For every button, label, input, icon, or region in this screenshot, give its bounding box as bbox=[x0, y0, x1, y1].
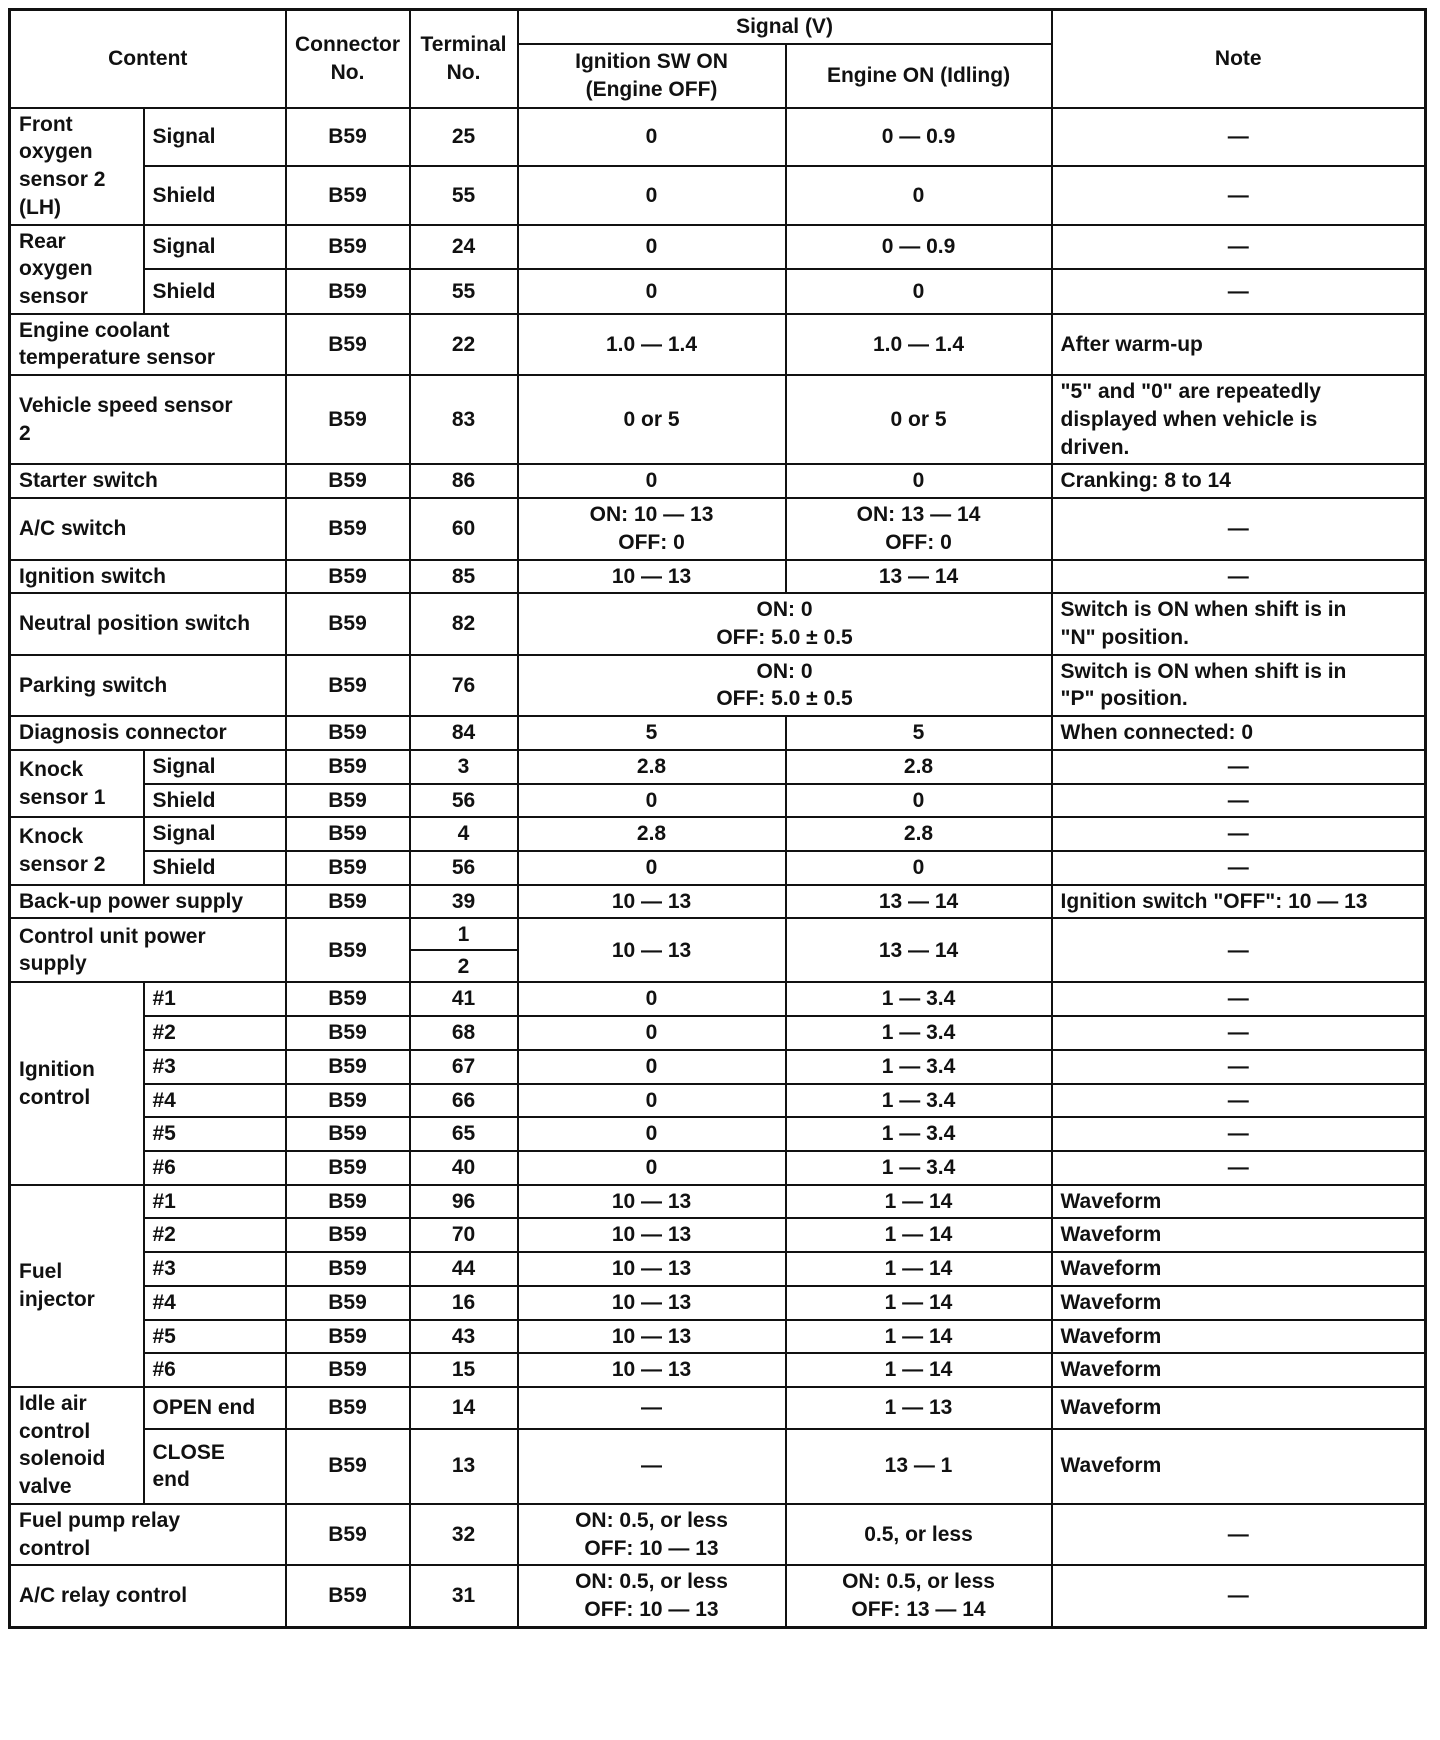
signal-engine-on: 5 bbox=[786, 716, 1052, 750]
connector-no: B59 bbox=[286, 750, 410, 784]
signal-engine-on: 1 — 14 bbox=[786, 1218, 1052, 1252]
row-sub-label: #4 bbox=[144, 1084, 286, 1118]
signal-engine-on: 0 bbox=[786, 784, 1052, 818]
signal-engine-on: 0 or 5 bbox=[786, 375, 1052, 464]
table-row bbox=[10, 269, 1426, 314]
row-group-label: Idle air control solenoid valve bbox=[10, 1387, 144, 1504]
signal-engine-on: 1.0 — 1.4 bbox=[786, 314, 1052, 375]
signal-engine-on: ON: 0.5, or less OFF: 13 — 14 bbox=[786, 1565, 1052, 1627]
header-content: Content bbox=[10, 10, 286, 108]
signal-ignition-on: 10 — 13 bbox=[518, 1185, 786, 1219]
row-label: Fuel pump relay control bbox=[10, 1504, 286, 1565]
terminal-no: 83 bbox=[410, 375, 518, 464]
note: — bbox=[1052, 1084, 1426, 1118]
row-sub-label: Signal bbox=[144, 225, 286, 270]
row-sub-label: #1 bbox=[144, 1185, 286, 1219]
connector-no: B59 bbox=[286, 225, 410, 270]
row-sub-label: Shield bbox=[144, 166, 286, 224]
terminal-no: 15 bbox=[410, 1353, 518, 1387]
row-label: Starter switch bbox=[10, 464, 286, 498]
note: Ignition switch "OFF": 10 — 13 bbox=[1052, 885, 1426, 919]
signal-ignition-on: 0 bbox=[518, 1151, 786, 1185]
note: — bbox=[1052, 498, 1426, 559]
table-row bbox=[10, 593, 1426, 654]
signal-engine-on: 2.8 bbox=[786, 750, 1052, 784]
header-signal: Signal (V) bbox=[518, 10, 1052, 44]
row-label: Neutral position switch bbox=[10, 593, 286, 654]
connector-no: B59 bbox=[286, 1353, 410, 1387]
note: — bbox=[1052, 560, 1426, 594]
connector-no: B59 bbox=[286, 885, 410, 919]
header-connector: Connector No. bbox=[286, 10, 410, 108]
signal-engine-on: ON: 13 — 14 OFF: 0 bbox=[786, 498, 1052, 559]
row-sub-label: #5 bbox=[144, 1320, 286, 1354]
connector-no: B59 bbox=[286, 1252, 410, 1286]
terminal-no: 22 bbox=[410, 314, 518, 375]
connector-no: B59 bbox=[286, 655, 410, 716]
connector-no: B59 bbox=[286, 375, 410, 464]
connector-no: B59 bbox=[286, 817, 410, 851]
note: Waveform bbox=[1052, 1387, 1426, 1429]
connector-no: B59 bbox=[286, 784, 410, 818]
terminal-no: 82 bbox=[410, 593, 518, 654]
row-sub-label: #1 bbox=[144, 982, 286, 1016]
signal-ignition-on: 1.0 — 1.4 bbox=[518, 314, 786, 375]
terminal-no: 4 bbox=[410, 817, 518, 851]
connector-no: B59 bbox=[286, 593, 410, 654]
table-row bbox=[10, 1286, 1426, 1320]
signal-engine-on: 1 — 3.4 bbox=[786, 1084, 1052, 1118]
signal-table bbox=[8, 8, 1427, 1629]
note: — bbox=[1052, 1016, 1426, 1050]
connector-no: B59 bbox=[286, 560, 410, 594]
row-sub-label: Signal bbox=[144, 108, 286, 166]
terminal-no: 66 bbox=[410, 1084, 518, 1118]
table-row bbox=[10, 1016, 1426, 1050]
signal-engine-on: 1 — 14 bbox=[786, 1353, 1052, 1387]
note: Waveform bbox=[1052, 1218, 1426, 1252]
row-sub-label: #6 bbox=[144, 1353, 286, 1387]
terminal-no: 1 bbox=[410, 918, 518, 950]
note: Cranking: 8 to 14 bbox=[1052, 464, 1426, 498]
signal-ignition-on: 0 bbox=[518, 464, 786, 498]
connector-no: B59 bbox=[286, 1429, 410, 1504]
signal-ignition-on: 0 bbox=[518, 982, 786, 1016]
connector-no: B59 bbox=[286, 982, 410, 1016]
signal-ignition-on: 10 — 13 bbox=[518, 1353, 786, 1387]
terminal-no: 84 bbox=[410, 716, 518, 750]
note: "5" and "0" are repeatedly displayed when vehicle is driven. bbox=[1052, 375, 1426, 464]
row-sub-label: Shield bbox=[144, 784, 286, 818]
terminal-no: 25 bbox=[410, 108, 518, 166]
note: After warm-up bbox=[1052, 314, 1426, 375]
signal-ignition-on: 0 bbox=[518, 166, 786, 224]
row-group-label: Fuel injector bbox=[10, 1185, 144, 1387]
table-row bbox=[10, 166, 1426, 224]
signal-ignition-on: 0 bbox=[518, 851, 786, 885]
row-sub-label: #3 bbox=[144, 1050, 286, 1084]
table-row bbox=[10, 1504, 1426, 1565]
signal-ignition-on: 10 — 13 bbox=[518, 1252, 786, 1286]
terminal-no: 2 bbox=[410, 950, 518, 982]
connector-no: B59 bbox=[286, 108, 410, 166]
table-row bbox=[10, 375, 1426, 464]
signal-ignition-on: 10 — 13 bbox=[518, 1286, 786, 1320]
connector-no: B59 bbox=[286, 1320, 410, 1354]
row-sub-label: #2 bbox=[144, 1218, 286, 1252]
signal-ignition-on: 10 — 13 bbox=[518, 560, 786, 594]
note: — bbox=[1052, 1050, 1426, 1084]
signal-engine-on: 0 bbox=[786, 464, 1052, 498]
signal-ignition-on: 0 bbox=[518, 1016, 786, 1050]
table-row bbox=[10, 1252, 1426, 1286]
signal-engine-on: 13 — 1 bbox=[786, 1429, 1052, 1504]
connector-no: B59 bbox=[286, 1117, 410, 1151]
signal-ignition-on: ON: 0.5, or less OFF: 10 — 13 bbox=[518, 1504, 786, 1565]
signal-ignition-on: 2.8 bbox=[518, 817, 786, 851]
row-sub-label: #2 bbox=[144, 1016, 286, 1050]
row-label: Vehicle speed sensor 2 bbox=[10, 375, 286, 464]
signal-engine-on: 0 — 0.9 bbox=[786, 225, 1052, 270]
row-sub-label: #6 bbox=[144, 1151, 286, 1185]
table-row bbox=[10, 464, 1426, 498]
note: When connected: 0 bbox=[1052, 716, 1426, 750]
note: Switch is ON when shift is in "N" position. bbox=[1052, 593, 1426, 654]
signal-engine-on: 0 bbox=[786, 269, 1052, 314]
terminal-no: 41 bbox=[410, 982, 518, 1016]
terminal-no: 76 bbox=[410, 655, 518, 716]
table-row bbox=[10, 225, 1426, 270]
note: — bbox=[1052, 750, 1426, 784]
note: — bbox=[1052, 108, 1426, 166]
terminal-no: 65 bbox=[410, 1117, 518, 1151]
header-note: Note bbox=[1052, 10, 1426, 108]
row-sub-label: Shield bbox=[144, 269, 286, 314]
signal-engine-on: 1 — 3.4 bbox=[786, 982, 1052, 1016]
table-row bbox=[10, 1565, 1426, 1627]
row-sub-label: Signal bbox=[144, 750, 286, 784]
row-label: A/C switch bbox=[10, 498, 286, 559]
terminal-no: 85 bbox=[410, 560, 518, 594]
signal-engine-on: 1 — 3.4 bbox=[786, 1016, 1052, 1050]
signal-engine-on: 1 — 14 bbox=[786, 1185, 1052, 1219]
note: Waveform bbox=[1052, 1286, 1426, 1320]
row-label: Ignition switch bbox=[10, 560, 286, 594]
terminal-no: 55 bbox=[410, 269, 518, 314]
signal-ignition-on: 2.8 bbox=[518, 750, 786, 784]
note: — bbox=[1052, 1565, 1426, 1627]
terminal-no: 56 bbox=[410, 784, 518, 818]
note: — bbox=[1052, 225, 1426, 270]
row-group-label: Knock sensor 2 bbox=[10, 817, 144, 884]
terminal-no: 16 bbox=[410, 1286, 518, 1320]
header-engine-on: Engine ON (Idling) bbox=[786, 44, 1052, 108]
note: Waveform bbox=[1052, 1185, 1426, 1219]
table-row bbox=[10, 655, 1426, 716]
row-group-label: Front oxygen sensor 2 (LH) bbox=[10, 108, 144, 225]
signal-engine-on: 13 — 14 bbox=[786, 885, 1052, 919]
signal-ignition-on: 0 bbox=[518, 269, 786, 314]
connector-no: B59 bbox=[286, 1504, 410, 1565]
terminal-no: 13 bbox=[410, 1429, 518, 1504]
signal-engine-on: 0 bbox=[786, 851, 1052, 885]
signal-engine-on: 1 — 13 bbox=[786, 1387, 1052, 1429]
row-label: Parking switch bbox=[10, 655, 286, 716]
connector-no: B59 bbox=[286, 1218, 410, 1252]
row-group-label: Ignition control bbox=[10, 982, 144, 1184]
signal-combined: ON: 0 OFF: 5.0 ± 0.5 bbox=[518, 593, 1052, 654]
row-label: Engine coolant temperature sensor bbox=[10, 314, 286, 375]
connector-no: B59 bbox=[286, 269, 410, 314]
signal-engine-on: 1 — 3.4 bbox=[786, 1151, 1052, 1185]
note: — bbox=[1052, 1117, 1426, 1151]
signal-engine-on: 0 bbox=[786, 166, 1052, 224]
note: Switch is ON when shift is in "P" position. bbox=[1052, 655, 1426, 716]
signal-engine-on: 1 — 3.4 bbox=[786, 1117, 1052, 1151]
connector-no: B59 bbox=[286, 851, 410, 885]
note: — bbox=[1052, 918, 1426, 982]
terminal-no: 3 bbox=[410, 750, 518, 784]
note: Waveform bbox=[1052, 1252, 1426, 1286]
terminal-no: 31 bbox=[410, 1565, 518, 1627]
terminal-no: 70 bbox=[410, 1218, 518, 1252]
header-ignition-sw-on: Ignition SW ON (Engine OFF) bbox=[518, 44, 786, 108]
row-label: Back-up power supply bbox=[10, 885, 286, 919]
terminal-no: 32 bbox=[410, 1504, 518, 1565]
table-row bbox=[10, 1429, 1426, 1504]
header-row bbox=[10, 10, 1426, 44]
header-terminal: Terminal No. bbox=[410, 10, 518, 108]
signal-combined: ON: 0 OFF: 5.0 ± 0.5 bbox=[518, 655, 1052, 716]
table-row bbox=[10, 1218, 1426, 1252]
signal-engine-on: 0 — 0.9 bbox=[786, 108, 1052, 166]
signal-engine-on: 1 — 14 bbox=[786, 1320, 1052, 1354]
signal-ignition-on: — bbox=[518, 1387, 786, 1429]
signal-ignition-on: 10 — 13 bbox=[518, 1320, 786, 1354]
row-group-label: Knock sensor 1 bbox=[10, 750, 144, 817]
terminal-no: 55 bbox=[410, 166, 518, 224]
terminal-no: 44 bbox=[410, 1252, 518, 1286]
note: — bbox=[1052, 1151, 1426, 1185]
signal-engine-on: 2.8 bbox=[786, 817, 1052, 851]
row-sub-label: #4 bbox=[144, 1286, 286, 1320]
row-group-label: Rear oxygen sensor bbox=[10, 225, 144, 314]
table-row bbox=[10, 784, 1426, 818]
table-row bbox=[10, 1387, 1426, 1429]
terminal-no: 86 bbox=[410, 464, 518, 498]
signal-ignition-on: — bbox=[518, 1429, 786, 1504]
row-sub-label: OPEN end bbox=[144, 1387, 286, 1429]
signal-ignition-on: 0 bbox=[518, 784, 786, 818]
connector-no: B59 bbox=[286, 1565, 410, 1627]
table-row bbox=[10, 498, 1426, 559]
connector-no: B59 bbox=[286, 1050, 410, 1084]
row-sub-label: Shield bbox=[144, 851, 286, 885]
connector-no: B59 bbox=[286, 498, 410, 559]
table-row bbox=[10, 982, 1426, 1016]
note: Waveform bbox=[1052, 1429, 1426, 1504]
connector-no: B59 bbox=[286, 464, 410, 498]
row-sub-label: CLOSE end bbox=[144, 1429, 286, 1504]
signal-ignition-on: 0 or 5 bbox=[518, 375, 786, 464]
signal-ignition-on: 0 bbox=[518, 108, 786, 166]
table-row bbox=[10, 108, 1426, 166]
row-sub-label: #5 bbox=[144, 1117, 286, 1151]
signal-engine-on: 1 — 14 bbox=[786, 1252, 1052, 1286]
note: — bbox=[1052, 817, 1426, 851]
signal-engine-on: 13 — 14 bbox=[786, 918, 1052, 982]
note: Waveform bbox=[1052, 1320, 1426, 1354]
table-row bbox=[10, 1185, 1426, 1219]
connector-no: B59 bbox=[286, 1084, 410, 1118]
table-row bbox=[10, 851, 1426, 885]
connector-no: B59 bbox=[286, 314, 410, 375]
terminal-no: 68 bbox=[410, 1016, 518, 1050]
note: — bbox=[1052, 166, 1426, 224]
connector-no: B59 bbox=[286, 1286, 410, 1320]
terminal-no: 14 bbox=[410, 1387, 518, 1429]
table-row bbox=[10, 716, 1426, 750]
connector-no: B59 bbox=[286, 918, 410, 982]
table-row bbox=[10, 1320, 1426, 1354]
note: — bbox=[1052, 851, 1426, 885]
terminal-no: 96 bbox=[410, 1185, 518, 1219]
note: — bbox=[1052, 269, 1426, 314]
table-row bbox=[10, 1151, 1426, 1185]
row-sub-label: #3 bbox=[144, 1252, 286, 1286]
connector-no: B59 bbox=[286, 1151, 410, 1185]
signal-ignition-on: 0 bbox=[518, 225, 786, 270]
note: — bbox=[1052, 982, 1426, 1016]
table-row bbox=[10, 1084, 1426, 1118]
signal-engine-on: 1 — 3.4 bbox=[786, 1050, 1052, 1084]
signal-engine-on: 13 — 14 bbox=[786, 560, 1052, 594]
row-sub-label: Signal bbox=[144, 817, 286, 851]
signal-ignition-on: 5 bbox=[518, 716, 786, 750]
connector-no: B59 bbox=[286, 716, 410, 750]
note: Waveform bbox=[1052, 1353, 1426, 1387]
row-label: Control unit power supply bbox=[10, 918, 286, 982]
signal-engine-on: 0.5, or less bbox=[786, 1504, 1052, 1565]
signal-ignition-on: ON: 10 — 13 OFF: 0 bbox=[518, 498, 786, 559]
row-label: A/C relay control bbox=[10, 1565, 286, 1627]
table-row bbox=[10, 1050, 1426, 1084]
table-row bbox=[10, 885, 1426, 919]
table-row bbox=[10, 314, 1426, 375]
terminal-no: 39 bbox=[410, 885, 518, 919]
row-label: Diagnosis connector bbox=[10, 716, 286, 750]
note: — bbox=[1052, 1504, 1426, 1565]
table-row bbox=[10, 750, 1426, 784]
signal-ignition-on: 0 bbox=[518, 1084, 786, 1118]
terminal-no: 24 bbox=[410, 225, 518, 270]
terminal-no: 56 bbox=[410, 851, 518, 885]
terminal-no: 67 bbox=[410, 1050, 518, 1084]
connector-no: B59 bbox=[286, 166, 410, 224]
table-row bbox=[10, 817, 1426, 851]
table-row bbox=[10, 918, 1426, 950]
table-row bbox=[10, 560, 1426, 594]
table-row bbox=[10, 1117, 1426, 1151]
terminal-no: 40 bbox=[410, 1151, 518, 1185]
connector-no: B59 bbox=[286, 1185, 410, 1219]
signal-ignition-on: ON: 0.5, or less OFF: 10 — 13 bbox=[518, 1565, 786, 1627]
signal-ignition-on: 10 — 13 bbox=[518, 885, 786, 919]
signal-ignition-on: 10 — 13 bbox=[518, 1218, 786, 1252]
signal-engine-on: 1 — 14 bbox=[786, 1286, 1052, 1320]
table-row bbox=[10, 1353, 1426, 1387]
signal-ignition-on: 0 bbox=[518, 1117, 786, 1151]
terminal-no: 43 bbox=[410, 1320, 518, 1354]
connector-no: B59 bbox=[286, 1387, 410, 1429]
note: — bbox=[1052, 784, 1426, 818]
terminal-no: 60 bbox=[410, 498, 518, 559]
connector-no: B59 bbox=[286, 1016, 410, 1050]
signal-ignition-on: 0 bbox=[518, 1050, 786, 1084]
signal-ignition-on: 10 — 13 bbox=[518, 918, 786, 982]
